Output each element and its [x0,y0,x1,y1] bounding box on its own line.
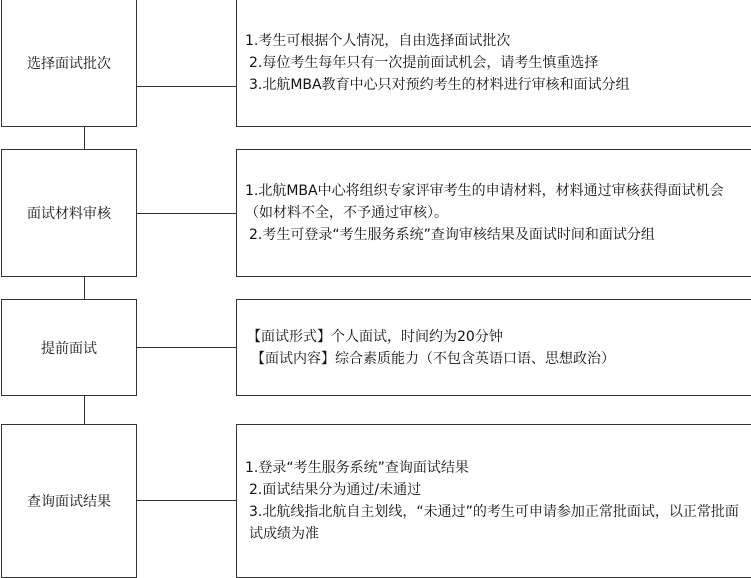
detail-4-3: 3.北航线指北航自主划线，“未通过”的考生可申请参加正常批面试，以正常批面试成绩为准 [249,504,739,542]
detail-box-2 [236,149,751,277]
connector-v-1 [84,127,85,149]
detail-box-4 [236,424,751,578]
connector-h-4 [137,500,236,501]
connector-v-2 [84,277,85,299]
detail-2-1: 1.北航MBA中心将组织专家评审考生的申请材料，材料通过审核获得面试机会（如材料不全，不予通过审核）。 [245,183,724,221]
connector-h-3 [137,347,236,348]
step-label-2: 面试材料审核 [27,206,111,222]
connector-v-3 [84,396,85,424]
step-label-1: 选择面试批次 [27,56,111,72]
detail-3-2: 【面试内容】综合素质能力（不包含英语口语、思想政治） [251,350,615,367]
connector-h-1 [137,86,236,87]
step-box-2 [1,149,137,277]
detail-1-2: 2.每位考生每年只有一次提前面试机会，请考生慎重选择 [249,55,599,71]
detail-4-2: 2.面试结果分为通过/未通过 [249,482,422,498]
detail-2-2: 2.考生可登录“考生服务系统”查询审核结果及面试时间和面试分组 [249,227,655,243]
step-box-3 [1,299,137,396]
connector-h-2 [137,213,236,214]
step-label-3: 提前面试 [41,340,97,357]
detail-3-1: 【面试形式】个人面试，时间约为20分钟 [247,328,503,345]
detail-box-3 [236,299,751,396]
detail-1-3: 3.北航MBA教育中心只对预约考生的材料进行审核和面试分组 [249,77,630,93]
detail-4-1: 1.登录“考生服务系统”查询面试结果 [245,460,469,476]
detail-1-1: 1.考生可根据个人情况，自由选择面试批次 [245,33,511,49]
step-box-4 [1,424,137,578]
detail-box-1 [236,0,751,127]
step-box-1 [1,0,137,127]
step-label-4: 查询面试结果 [27,494,111,510]
